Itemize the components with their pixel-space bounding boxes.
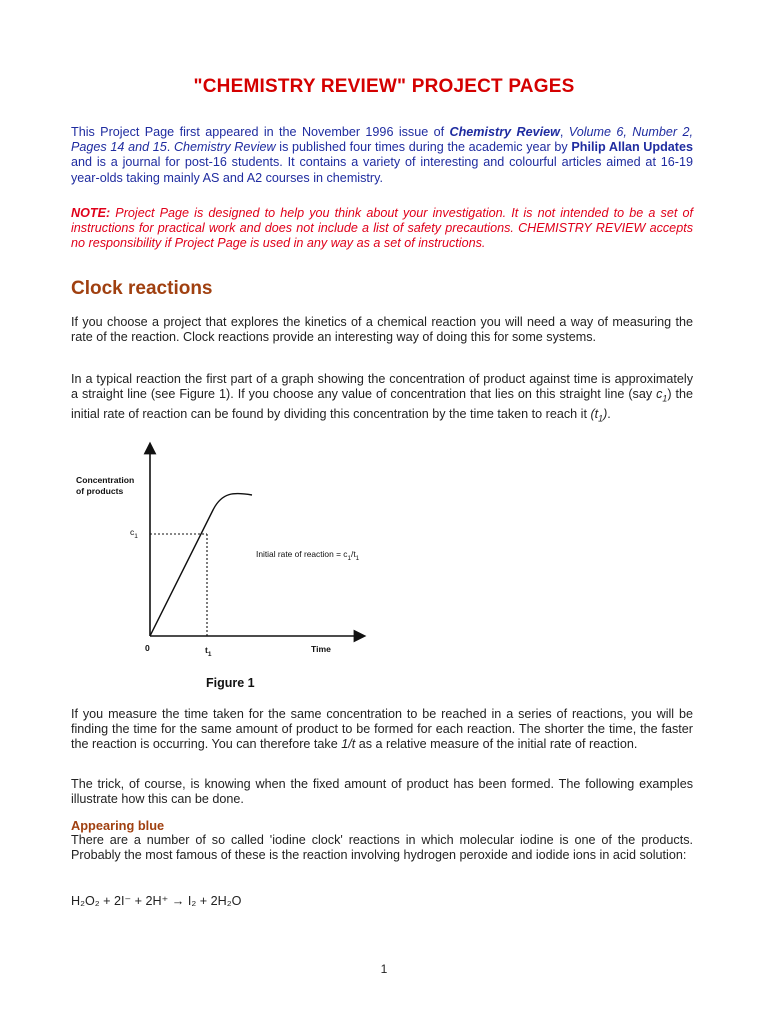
rate-annotation: Initial rate of reaction = $c_1/t_1$ — [256, 549, 360, 562]
body-paragraph-1: If you choose a project that explores the kinetics of a chemical reaction you will need a way of measuring the rate of the reaction. Clock reactions provide an interesting way of doing this for some systems. — [71, 315, 693, 345]
journal-name: Chemistry Review — [173, 140, 276, 155]
intro-paragraph: This Project Page first appeared in the November 1996 issue of Chemistry Review, Volume 6, Number 2, Pages 14 and 15. Chemistry Review is published four times during the academic year by Philip Allan Updates and is a journal for post-16 students. It contains a variety of interesting and colourful articles aimed at 16-19 year-olds taking mainly AS and A2 courses in chemistry. — [71, 125, 693, 185]
page-number: 1 — [380, 962, 388, 976]
body-paragraph-5: There are a number of so called 'iodine clock' reactions in which molecular iodine is one of the products. Probably the most famous of these is the reaction involving hydrogen peroxide and iodide ions in acid solution: — [71, 833, 693, 863]
body-paragraph-4: The trick, of course, is knowing when the fixed amount of product has been formed. The following examples illustrate how this can be done. — [71, 777, 693, 807]
chemical-equation: H₂O₂ + 2I⁻ + 2H⁺ → I₂ + 2H₂O — [71, 894, 242, 908]
concentration-curve — [150, 494, 252, 636]
journal-name: Chemistry Review — [449, 125, 560, 139]
figure-1-graph — [70, 440, 370, 665]
c1-label: $c_1$ — [130, 527, 138, 540]
origin-label: 0 — [145, 643, 150, 653]
body-paragraph-3: If you measure the time taken for the same concentration to be reached in a series of reactions, you will be finding the time for the same amount of product to be formed for each reaction. The shorter the time, the faster the reaction is occurring. You can therefore take 1/t as a relative measure of the initial rate of reaction. — [71, 707, 693, 752]
issue-reference: Volume 6, Number 2, Pages 14 and 15 — [71, 125, 693, 155]
publisher-name: Philip Allan Updates — [571, 140, 693, 155]
y-axis-label: of products — [76, 486, 124, 496]
figure-caption: Figure 1 — [206, 676, 255, 690]
x-axis-label: Time — [311, 644, 331, 654]
page-title: "CHEMISTRY REVIEW" PROJECT PAGES — [193, 76, 575, 97]
note-label: NOTE: — [71, 206, 111, 220]
section-heading: Clock reactions — [71, 278, 213, 299]
body-paragraph-2: In a typical reaction the first part of a graph showing the concentration of product against time is approximately a straight line (see Figure 1). If you choose any value of concentration that lies on this straight line (say $c_1$) the initial rate of reaction can be found by dividing this concentration by the time taken to reach it $(t_1)$. — [71, 372, 693, 424]
subsection-heading: Appearing blue — [71, 818, 165, 833]
y-axis-label: Concentration — [76, 475, 135, 485]
t1-label: $t_1$ — [205, 645, 212, 658]
disclaimer-note: NOTE: Project Page is designed to help you think about your investigation. It is not intended to be a set of instructions for practical work and does not include a list of safety precautions. CHEMISTRY REVIEW accepts no responsibility if Project Page is used in any way as a set of instructions. — [71, 206, 693, 251]
